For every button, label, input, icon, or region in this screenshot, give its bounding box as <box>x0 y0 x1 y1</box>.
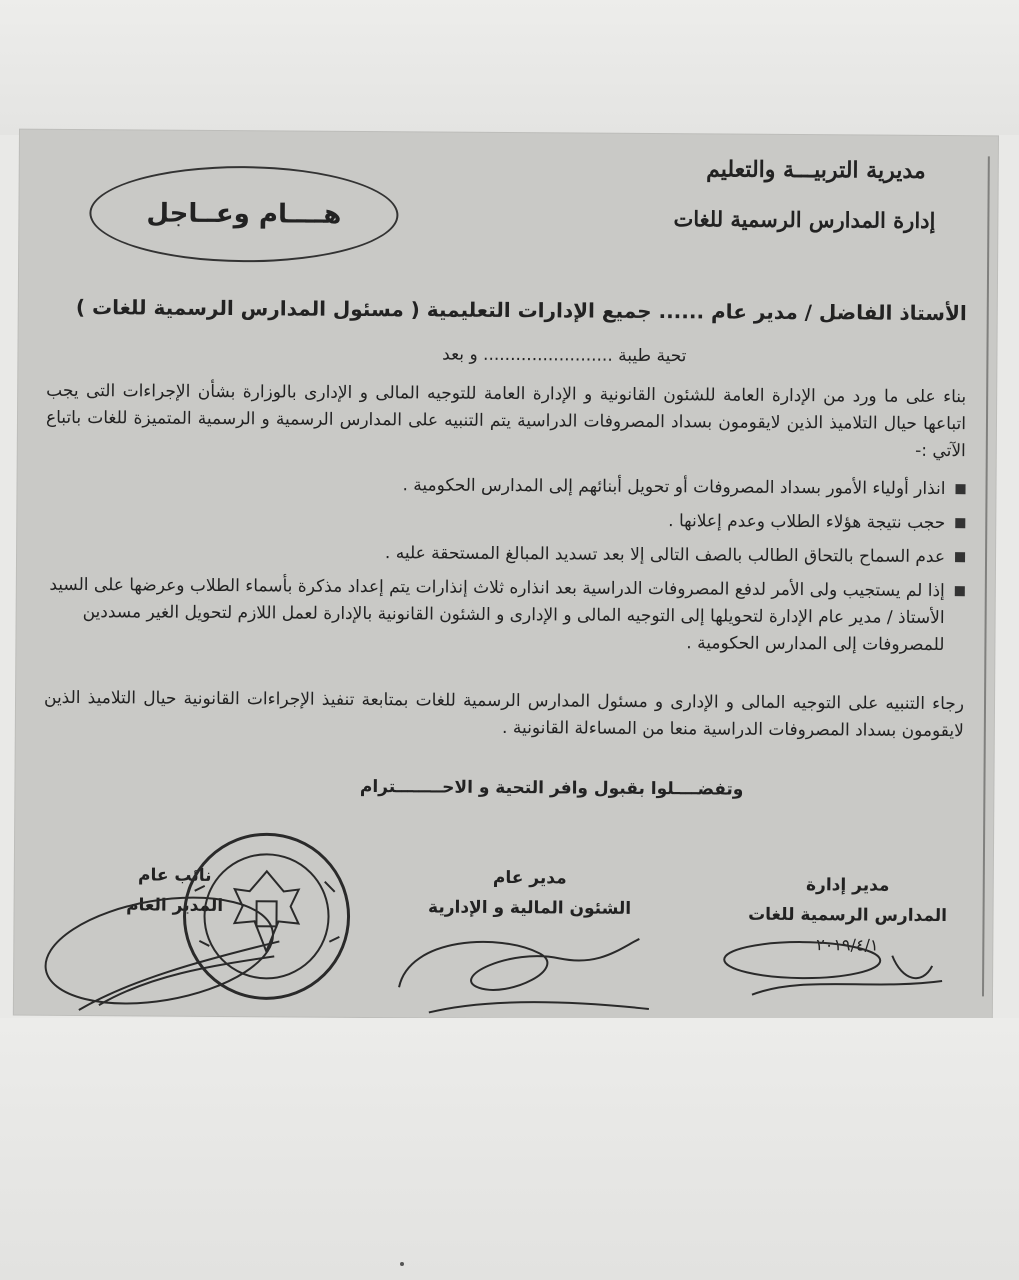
urgent-stamp <box>89 165 399 263</box>
regards-line: وتفضــــلوا بقبول وافر التحية و الاحــــــــترام <box>359 776 744 800</box>
official-seal-eagle-icon <box>174 831 360 1002</box>
document-page <box>14 130 998 1022</box>
bullet-square-icon <box>955 552 965 562</box>
signature-subtitle: الشئون المالية و الإدارية <box>427 897 632 919</box>
signature-title: مدير عام <box>492 867 567 889</box>
intro-paragraph: بناء على ما ورد من الإدارة العامة للشئون القانونية و الإدارة العامة للتوجيه المالى و الإدارى بالوزارة بشأن الإجراءات التى يجب اتباعها حيال التلاميذ الذين لايقومون بسداد المصروفات الدراسية يتم التنبيه على المدارس الرسمية و الرسمية المتميزة للغات باتباع الآتي :- <box>45 380 967 462</box>
signature-subtitle: المدير العام <box>126 895 224 917</box>
page-edge-shadow <box>982 156 990 996</box>
signature-date: ٢٠١٩/٤/١ <box>816 935 879 955</box>
signature-subtitle: المدارس الرسمية للغات <box>748 904 948 927</box>
instruction-list <box>44 470 965 666</box>
signature-title: مدير إدارة <box>805 875 890 896</box>
signature-title: نائب عام <box>137 865 212 886</box>
greeting-line: تحية طيبة ........................ و بعد <box>442 344 687 367</box>
list-item <box>45 504 965 537</box>
photo-background-top <box>0 0 1019 135</box>
list-item <box>45 538 965 571</box>
closing-paragraph: رجاء التنبيه على التوجيه المالى و الإدارى و مسئول المدارس الرسمية للغات بمتابعة تنفيذ الإجراءات القانونية حيال التلاميذ الذين لايقومون بسداد المصروفات الدراسية منعا من المساءلة القانونية . <box>43 687 965 742</box>
list-item-text: حجب نتيجة هؤلاء الطلاب وعدم إعلانها . <box>668 511 946 534</box>
bullet-square-icon <box>955 518 965 528</box>
handwritten-signature-1 <box>722 935 952 1007</box>
bullet-square-icon <box>955 484 965 494</box>
speck-dot <box>400 1262 404 1266</box>
list-item-text: انذار أولياء الأمور بسداد المصروفات أو تحويل أبنائهم إلى المدارس الحكومية . <box>402 475 946 500</box>
handwritten-signature-2 <box>389 927 660 1019</box>
list-item-text: إذا لم يستجيب ولى الأمر لدفع المصروفات الدراسية بعد انذاره ثلاث إنذارات يتم إعداد مذكرة بأسماء الطلاب وعرضها على السيد الأستاذ / مدير عام الإدارة لتحويلها إلى التوجيه المالى و الإدارى و الشئون القانونية بالإدارة لعمل اللازم لتحويل الغير مسددين للمصروفات إلى المدارس الحكومية . <box>49 574 945 656</box>
urgent-stamp-label: هــــام وعــاجل <box>146 198 342 230</box>
list-item-text: عدم السماح بالتحاق الطالب بالصف التالى إلا بعد تسديد المبالغ المستحقة عليه . <box>384 543 946 568</box>
addressee-line: الأستاذ الفاضل / مدير عام ...... جميع الإدارات التعليمية ( مسئول المدارس الرسمية للغات ) <box>75 294 967 326</box>
photo-background-bottom <box>0 1018 1019 1280</box>
signature-block-general-director <box>399 862 659 924</box>
directorate-name: مديرية التربيـــة والتعليم <box>706 156 926 184</box>
department-name: إدارة المدارس الرسمية للغات <box>673 206 936 233</box>
list-item <box>45 470 965 503</box>
bullet-square-icon <box>955 586 965 596</box>
list-item <box>44 572 965 659</box>
